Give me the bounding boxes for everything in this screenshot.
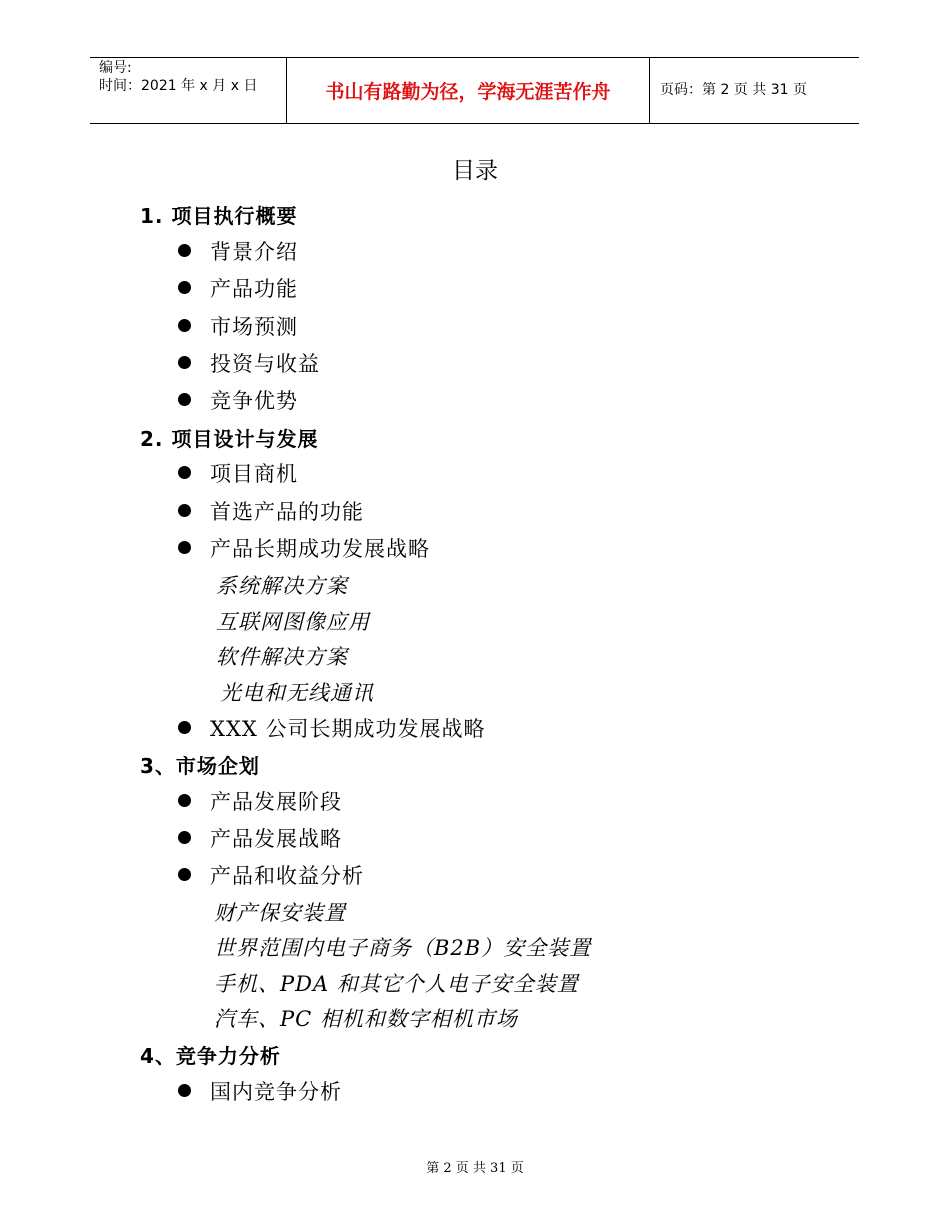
- toc-item: [178, 533, 430, 563]
- toc-subitem: 手机、PDA 和其它个人电子安全装置: [214, 972, 579, 996]
- toc-item-label: 投资与收益: [210, 352, 320, 376]
- page-footer: 第 2 页 共 31 页: [426, 1161, 524, 1176]
- toc-item-label: 背景介绍: [210, 240, 298, 264]
- header-motto-cell: [287, 58, 650, 123]
- page-header: [90, 57, 859, 124]
- toc-item-label: 产品和收益分析: [210, 864, 364, 888]
- bullet-icon: [178, 831, 191, 844]
- toc-section-1: 1. 项目执行概要: [140, 204, 298, 228]
- toc-section-3: 3、市场企划: [140, 754, 260, 778]
- bullet-icon: [178, 356, 191, 369]
- toc-subitem: 光电和无线通讯: [220, 681, 374, 705]
- toc-subitem: 汽车、PC 相机和数字相机市场: [214, 1007, 518, 1031]
- toc-subitem: 互联网图像应用: [216, 610, 370, 634]
- toc-item: [178, 823, 342, 853]
- bullet-icon: [178, 244, 191, 257]
- motto-text: 书山有路勤为径，学海无涯苦作舟: [325, 81, 611, 103]
- bullet-icon: [178, 466, 191, 479]
- header-meta-cell: [90, 58, 287, 123]
- bullet-icon: [178, 541, 191, 554]
- toc-item-label: 国内竞争分析: [210, 1080, 342, 1104]
- toc-section-4: 4、竞争力分析: [140, 1044, 281, 1068]
- toc-item-label: 产品发展阶段: [210, 790, 342, 814]
- toc-title: 目录: [452, 158, 498, 184]
- toc-item-label: XXX 公司长期成功发展战略: [210, 717, 486, 741]
- toc-item-label: 产品发展战略: [210, 827, 342, 851]
- page-info: 页码：第 2 页 共 31 页: [660, 82, 807, 98]
- time-label: 时间：2021 年 x 月 x 日: [99, 78, 258, 94]
- toc-item: [178, 236, 298, 266]
- toc-subitem: 系统解决方案: [216, 574, 348, 598]
- toc-section-2: 2. 项目设计与发展: [140, 427, 319, 451]
- toc-item: [178, 348, 320, 378]
- toc-item: [178, 713, 486, 743]
- header-page-cell: [650, 58, 859, 123]
- toc-item-label: 产品功能: [210, 277, 298, 301]
- toc-subitem: 软件解决方案: [216, 645, 348, 669]
- toc-item-label: 产品长期成功发展战略: [210, 537, 430, 561]
- bullet-icon: [178, 504, 191, 517]
- toc-item-label: 竞争优势: [210, 389, 298, 413]
- toc-item: [178, 860, 364, 890]
- toc-item: [178, 786, 342, 816]
- bullet-icon: [178, 721, 191, 734]
- bullet-icon: [178, 1084, 191, 1097]
- bullet-icon: [178, 319, 191, 332]
- toc-item: [178, 1076, 342, 1106]
- toc-item: [178, 311, 298, 341]
- bullet-icon: [178, 281, 191, 294]
- toc-subitem: 世界范围内电子商务（B2B）安全装置: [214, 936, 592, 960]
- serial-label: 编号:: [99, 60, 132, 76]
- bullet-icon: [178, 393, 191, 406]
- toc-item-label: 首选产品的功能: [210, 500, 364, 524]
- toc-item-label: 项目商机: [210, 462, 298, 486]
- toc-item-label: 市场预测: [210, 315, 298, 339]
- toc-item: [178, 496, 364, 526]
- toc-subitem: 财产保安装置: [214, 901, 346, 925]
- bullet-icon: [178, 868, 191, 881]
- toc-item: [178, 273, 298, 303]
- toc-item: [178, 458, 298, 488]
- toc-item: [178, 385, 298, 415]
- bullet-icon: [178, 794, 191, 807]
